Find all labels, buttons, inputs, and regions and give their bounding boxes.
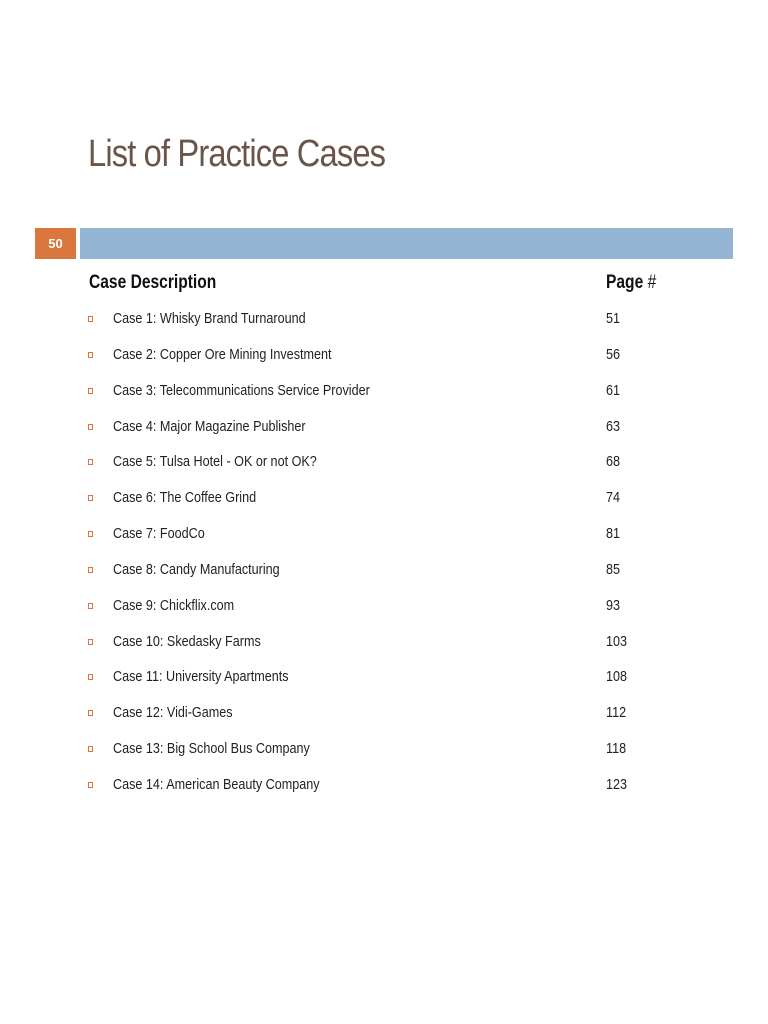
case-page-number: 93 (606, 596, 621, 614)
case-page-number: 74 (606, 489, 621, 507)
page-number-badge: 50 (35, 228, 76, 259)
square-bullet-icon (88, 746, 93, 752)
case-description: Case 10: Skedasky Farms (113, 632, 261, 650)
table-row (0, 625, 768, 661)
table-row (0, 553, 768, 589)
square-bullet-icon (88, 495, 93, 501)
case-page-number: 81 (606, 525, 621, 543)
square-bullet-icon (88, 459, 93, 465)
header-band (80, 228, 733, 259)
square-bullet-icon (88, 531, 93, 537)
case-page-number: 123 (606, 775, 628, 793)
case-description: Case 6: The Coffee Grind (113, 489, 257, 507)
table-row (0, 302, 768, 338)
square-bullet-icon (88, 388, 93, 394)
table-row (0, 410, 768, 446)
case-description: Case 1: Whisky Brand Turnaround (113, 310, 306, 327)
square-bullet-icon (88, 603, 93, 609)
square-bullet-icon (88, 424, 93, 430)
case-description: Case 12: Vidi-Games (113, 704, 233, 722)
case-description: Case 3: Telecommunications Service Provider (113, 381, 370, 399)
page-number-header (606, 272, 656, 294)
table-row (0, 338, 768, 374)
page-title: List of Practice Cases (88, 133, 386, 175)
case-page-number: 63 (606, 417, 621, 435)
square-bullet-icon (88, 352, 93, 358)
case-page-number: 108 (606, 668, 628, 686)
case-description: Case 7: FoodCo (113, 525, 205, 543)
case-description: Case 13: Big School Bus Company (113, 740, 310, 758)
square-bullet-icon (88, 567, 93, 573)
square-bullet-icon (88, 674, 93, 680)
square-bullet-icon (88, 639, 93, 645)
case-page-number: 68 (606, 453, 621, 471)
page-header-symbol: # (647, 272, 657, 293)
case-page-number: 61 (606, 381, 621, 399)
case-description: Case 2: Copper Ore Mining Investment (113, 345, 332, 363)
table-row (0, 481, 768, 517)
case-description: Case 4: Major Magazine Publisher (113, 417, 306, 435)
square-bullet-icon (88, 782, 93, 788)
square-bullet-icon (88, 316, 93, 322)
case-description: Case 9: Chickflix.com (113, 596, 235, 614)
table-row (0, 660, 768, 696)
case-description: Case 11: University Apartments (113, 668, 289, 686)
table-row (0, 374, 768, 410)
case-page-number: 85 (606, 560, 621, 578)
table-row (0, 768, 768, 804)
case-description-header: Case Description (89, 272, 217, 293)
table-row (0, 589, 768, 625)
table-row (0, 732, 768, 768)
case-description: Case 5: Tulsa Hotel - OK or not OK? (113, 453, 317, 471)
page-header-word: Page (606, 272, 644, 293)
case-page-number: 56 (606, 345, 621, 363)
table-row (0, 445, 768, 481)
case-page-number: 118 (606, 740, 627, 758)
case-list (0, 302, 768, 804)
table-row (0, 696, 768, 732)
case-page-number: 112 (606, 704, 627, 722)
square-bullet-icon (88, 710, 93, 716)
case-description: Case 8: Candy Manufacturing (113, 560, 280, 578)
case-page-number: 51 (606, 310, 621, 327)
case-page-number: 103 (606, 632, 628, 650)
table-row (0, 517, 768, 553)
case-description: Case 14: American Beauty Company (113, 775, 320, 793)
